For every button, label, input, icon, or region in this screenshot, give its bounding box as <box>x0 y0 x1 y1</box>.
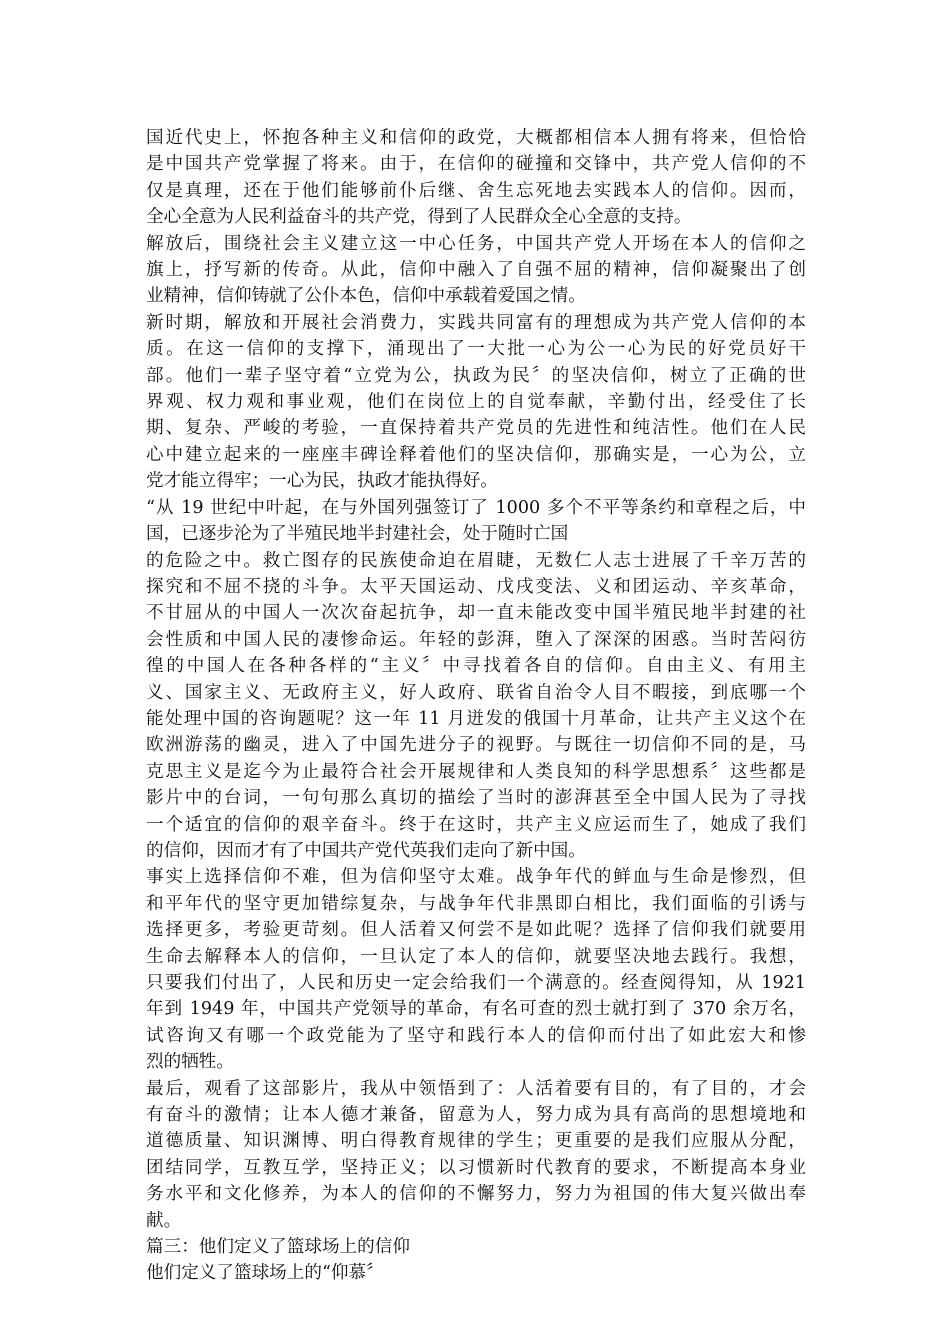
text-line: 烈的牺牲。 <box>146 1052 234 1073</box>
text-line: 生命去解释本人的信仰，一旦认定了本人的信仰，就要坚决地去践行。我想， <box>146 946 806 967</box>
text-line: 他们定义了篮球场上的“仰慕〞 <box>146 1263 384 1284</box>
document-body <box>146 125 806 1287</box>
text-line: 仅是真理，还在于他们能够前仆后继、舍生忘死地去实践本人的信仰。因而， <box>146 180 806 201</box>
text-line: 全心全意为人民利益奋斗的共产党，得到了人民群众全心全意的支持。 <box>146 207 692 228</box>
text-line: 选择更多，考验更苛刻。但人活着又何尝不是如此呢？选择了信仰我们就要用 <box>146 920 806 941</box>
text-line: 能处理中国的咨询题呢？这一年 11 月迸发的俄国十月革命，让共产主义这个在 <box>146 708 806 729</box>
text-line: 有奋斗的激情；让本人德才兼备，留意为人，努力成为具有高尚的思想境地和 <box>146 1105 806 1126</box>
text-line: 解放后，围绕社会主义建立这一中心任务，中国共产党人开场在本人的信仰之 <box>146 233 806 254</box>
text-line: 篇三：他们定义了篮球场上的信仰 <box>146 1237 410 1258</box>
paragraph <box>146 125 806 231</box>
text-line: 欧洲游荡的幽灵，进入了中国先进分子的视野。与既往一切信仰不同的是，马 <box>146 735 806 756</box>
paragraph <box>146 864 806 1075</box>
text-line: 新时期，解放和开展社会消费力，实践共同富有的理想成为共产党人信仰的本 <box>146 312 806 333</box>
paragraph <box>146 310 806 495</box>
paragraph <box>146 1234 806 1260</box>
text-line: 探究和不屈不挠的斗争。太平天国运动、戊戌变法、义和团运动、辛亥革命， <box>146 576 806 597</box>
text-line: 团结同学，互教互学，坚持正义；以习惯新时代教育的要求，不断提高本身业 <box>146 1157 806 1178</box>
text-line: 部。他们一辈子坚守着“立党为公，执政为民〞的坚决信仰，树立了正确的世 <box>146 365 806 386</box>
text-line: 事实上选择信仰不难，但为信仰坚守太难。战争年代的鲜血与生命是惨烈，但 <box>146 867 806 888</box>
text-line: 心中建立起来的一座座丰碑诠释着他们的坚决信仰，那确实是，一心为公，立 <box>146 444 806 465</box>
text-line: 影片中的台词，一句句那么真切的描绘了当时的澎湃甚至全中国人民为了寻找 <box>146 788 806 809</box>
paragraph <box>146 495 806 865</box>
text-line: 的危险之中。救亡图存的民族使命迫在眉睫，无数仁人志士进展了千辛万苦的 <box>146 550 806 571</box>
text-line: 业精神，信仰铸就了公仆本色，信仰中承载着爱国之情。 <box>146 286 586 307</box>
paragraph <box>146 231 806 310</box>
text-line: 克思主义是迄今为止最符合社会开展规律和人类良知的科学思想系〞这些都是 <box>146 761 806 782</box>
paragraph <box>146 1076 806 1234</box>
text-line: 质。在这一信仰的支撑下，涌现出了一大批一心为公一心为民的好党员好干 <box>146 339 806 360</box>
text-line: 期、复杂、严峻的考验，一直保持着共产党员的先进性和纯洁性。他们在人民 <box>146 418 806 439</box>
text-line: 会性质和中国人民的凄惨命运。年轻的彭湃，堕入了深深的困惑。当时苦闷彷 <box>146 629 806 650</box>
text-line: 国，已逐步沦为了半殖民地半封建社会，处于随时亡国 <box>146 524 569 545</box>
text-line: 党才能立得牢；一心为民，执政才能执得好。 <box>146 471 498 492</box>
paragraph <box>146 1260 806 1286</box>
text-line: 是中国共产党掌握了将来。由于，在信仰的碰撞和交锋中，共产党人信仰的不 <box>146 154 806 175</box>
text-line: “从 19 世纪中叶起，在与外国列强签订了 1000 多个不平等条约和章程之后，中 <box>146 497 806 518</box>
text-line: 道德质量、知识渊博、明白得教育规律的学生；更重要的是我们应服从分配， <box>146 1131 806 1152</box>
text-line: 一个适宜的信仰的艰辛奋斗。终于在这时，共产主义应运而生了，她成了我们 <box>146 814 806 835</box>
text-line: 义、国家主义、无政府主义，好人政府、联省自治令人目不暇接，到底哪一个 <box>146 682 806 703</box>
text-line: 旗上，抒写新的传奇。从此，信仰中融入了自强不屈的精神，信仰凝聚出了创 <box>146 260 806 281</box>
text-line: 只要我们付出了，人民和历史一定会给我们一个满意的。经查阅得知，从 1921 <box>146 973 806 993</box>
text-line: 年到 1949 年，中国共产党领导的革命，有名可查的烈士就打到了 370 余万名， <box>146 999 806 1020</box>
text-line: 不甘屈从的中国人一次次奋起抗争，却一直未能改变中国半殖民地半封建的社 <box>146 603 806 624</box>
text-line: 国近代史上，怀抱各种主义和信仰的政党，大概都相信本人拥有将来，但恰恰 <box>146 128 806 148</box>
text-line: 界观、权力观和事业观，他们在岗位上的自觉奉献，辛勤付出，经受住了长 <box>146 392 806 413</box>
text-line: 的信仰，因而才有了中国共产党代英我们走向了新中国。 <box>146 840 586 861</box>
text-line: 试咨询又有哪一个政党能为了坚守和践行本人的信仰而付出了如此宏大和惨 <box>146 1025 806 1046</box>
text-line: 最后，观看了这部影片，我从中领悟到了：人活着要有目的，有了目的，才会 <box>146 1078 806 1099</box>
text-line: 徨的中国人在各种各样的“主义〞中寻找着各自的信仰。自由主义、有用主 <box>146 656 806 677</box>
text-line: 献。 <box>146 1210 182 1231</box>
text-line: 务水平和文化修养，为本人的信仰的不懈努力，努力为祖国的伟大复兴做出奉 <box>146 1184 806 1205</box>
text-line: 和平年代的坚守更加错综复杂，与战争年代非黑即白相比，我们面临的引诱与 <box>146 893 806 914</box>
